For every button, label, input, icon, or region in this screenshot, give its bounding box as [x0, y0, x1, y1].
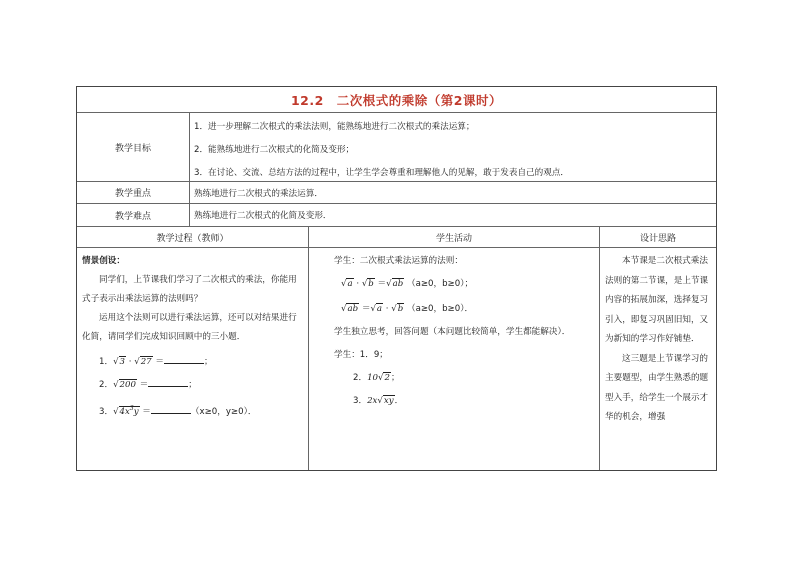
process-header-row	[77, 227, 716, 248]
goals-label: 教学目标	[114, 143, 151, 154]
answer-2: 2．10√2；	[353, 373, 400, 383]
question-2: 2．√200 ＝ ；	[82, 376, 304, 395]
title-row	[77, 87, 716, 113]
rule-2: √ab ＝√a · √b （a≥0，b≥0）．	[341, 304, 474, 314]
answer-3: 3．2x√xy．	[353, 396, 404, 406]
header-design: 设计思路	[639, 233, 676, 244]
teacher-paragraph-2: 运用这个法则可以进行乘法运算，还可以对结果进行化简，请同学们完成知识回顾中的三小题．	[82, 313, 297, 342]
scene-heading: 情景创设：	[82, 256, 125, 266]
key-points-text: 熟练地进行二次根式的乘法运算．	[194, 188, 323, 199]
student-intro: 学生：二次根式乘法运算的法则：	[334, 256, 463, 266]
design-paragraph-1: 本节课是二次根式乘法法则的第二节课，是上节课内容的拓展加深，选择复习引入，即复习巩固旧知，又为新知的学习作好铺垫．	[605, 256, 709, 344]
teacher-paragraph-1: 同学们，上节课我们学习了二次根式的乘法，你能用式子表示出乘法运算的法则吗？	[82, 275, 297, 304]
student-column	[309, 248, 599, 470]
teacher-column	[77, 248, 308, 470]
question-1: 1．√3 · √27 ＝ ；	[82, 353, 304, 372]
key-points-label: 教学重点	[114, 189, 151, 199]
process-content-row	[77, 248, 716, 470]
rule-1: √a · √b ＝√ab （a≥0，b≥0）；	[341, 279, 474, 289]
answer-1: 学生：1．9；	[334, 350, 388, 360]
difficulty-text: 熟练地进行二次根式的化简及变形．	[194, 211, 332, 221]
key-points-row	[77, 182, 716, 204]
design-column	[600, 248, 716, 470]
header-teacher: 教学过程（教师）	[156, 233, 229, 244]
difficulty-row	[77, 204, 716, 227]
goal-item-1: 1．进一步理解二次根式的乘法法则，能熟练地进行二次根式的乘法运算；	[194, 122, 475, 132]
design-paragraph-2: 这三题是上节课学习的主要题型，由学生熟悉的题型入手，给学生一个展示才华的机会，增强	[605, 353, 709, 422]
goal-item-3: 3．在讨论、交流、总结方法的过程中，让学生学会尊重和理解他人的见解，敢于发表自己的观点．	[194, 168, 570, 178]
student-think: 学生独立思考，回答问题（本问题比较简单，学生都能解决）．	[334, 327, 571, 337]
question-3: 3．$√4x^3y = (x\ge 0$，y≥0）．	[99, 405, 257, 417]
page-title: 12.2 二次根式的乘除（第2课时）	[290, 92, 503, 108]
header-student: 学生活动	[435, 233, 472, 244]
lesson-plan-table	[76, 86, 717, 471]
goal-item-2: 2．能熟练地进行二次根式的化简及变形；	[194, 145, 355, 155]
goals-row	[77, 113, 716, 182]
difficulty-label: 教学难点	[114, 211, 151, 222]
